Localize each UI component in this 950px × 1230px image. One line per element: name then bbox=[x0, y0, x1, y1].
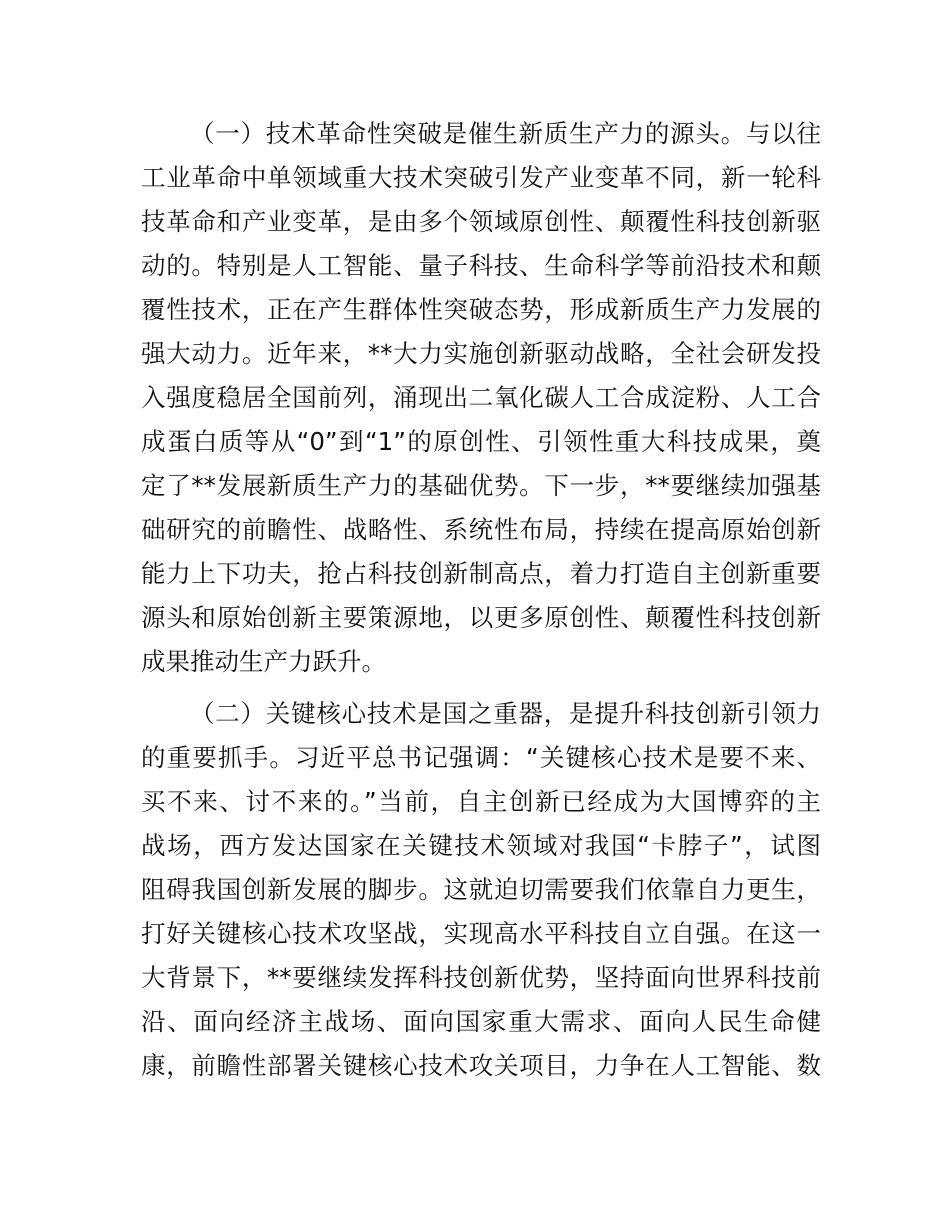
paragraph-1-line-9: 定了**发展新质生产力的基础优势。下一步，**要继续加强基 bbox=[141, 471, 821, 500]
paragraph-1-line-1: （一）技术革命性突破是催生新质生产力的源头。与以往 bbox=[190, 119, 821, 148]
paragraph-2-line-1: （二）关键核心技术是国之重器，是提升科技创新引领力 bbox=[190, 699, 821, 728]
paragraph-2-line-6: 打好关键核心技术攻坚战，实现高水平科技自立自强。在这一 bbox=[141, 919, 821, 948]
paragraph-1-line-6: 强大动力。近年来，**大力实施创新驱动战略，全社会研发投 bbox=[141, 339, 821, 368]
paragraph-1-line-5: 覆性技术，正在产生群体性突破态势，形成新质生产力发展的 bbox=[141, 295, 821, 324]
paragraph-1-line-13: 成果推动生产力跃升。 bbox=[141, 647, 386, 676]
paragraph-2-line-3: 买不来、讨不来的。”当前，自主创新已经成为大国博弈的主 bbox=[141, 787, 821, 816]
paragraph-2-line-2: 的重要抓手。习近平总书记强调：“关键核心技术是要不来、 bbox=[141, 743, 821, 772]
paragraph-2-line-7: 大背景下，**要继续发挥科技创新优势，坚持面向世界科技前 bbox=[141, 963, 821, 992]
paragraph-2-line-5: 阻碍我国创新发展的脚步。这就迫切需要我们依靠自力更生， bbox=[141, 875, 821, 904]
paragraph-1-line-11: 能力上下功夫，抢占科技创新制高点，着力打造自主创新重要 bbox=[141, 559, 821, 588]
paragraph-2-line-9: 康，前瞻性部署关键核心技术攻关项目，力争在人工智能、数 bbox=[141, 1051, 821, 1080]
paragraph-1-line-2: 工业革命中单领域重大技术突破引发产业变革不同，新一轮科 bbox=[141, 163, 821, 192]
paragraph-1-line-10: 础研究的前瞻性、战略性、系统性布局，持续在提高原始创新 bbox=[141, 515, 821, 544]
paragraph-1-line-7: 入强度稳居全国前列，涌现出二氧化碳人工合成淀粉、人工合 bbox=[141, 383, 821, 412]
paragraph-1-line-3: 技革命和产业变革，是由多个领域原创性、颠覆性科技创新驱 bbox=[141, 207, 821, 236]
paragraph-2-line-4: 战场，西方发达国家在关键技术领域对我国“卡脖子”，试图 bbox=[141, 831, 821, 860]
paragraph-1-line-4: 动的。特别是人工智能、量子科技、生命科学等前沿技术和颠 bbox=[141, 251, 821, 280]
paragraph-2-line-8: 沿、面向经济主战场、面向国家重大需求、面向人民生命健 bbox=[141, 1007, 821, 1036]
paragraph-1-line-12: 源头和原始创新主要策源地，以更多原创性、颠覆性科技创新 bbox=[141, 603, 821, 632]
paragraph-1-line-8: 成蛋白质等从“0”到“1”的原创性、引领性重大科技成果，奠 bbox=[141, 427, 821, 456]
